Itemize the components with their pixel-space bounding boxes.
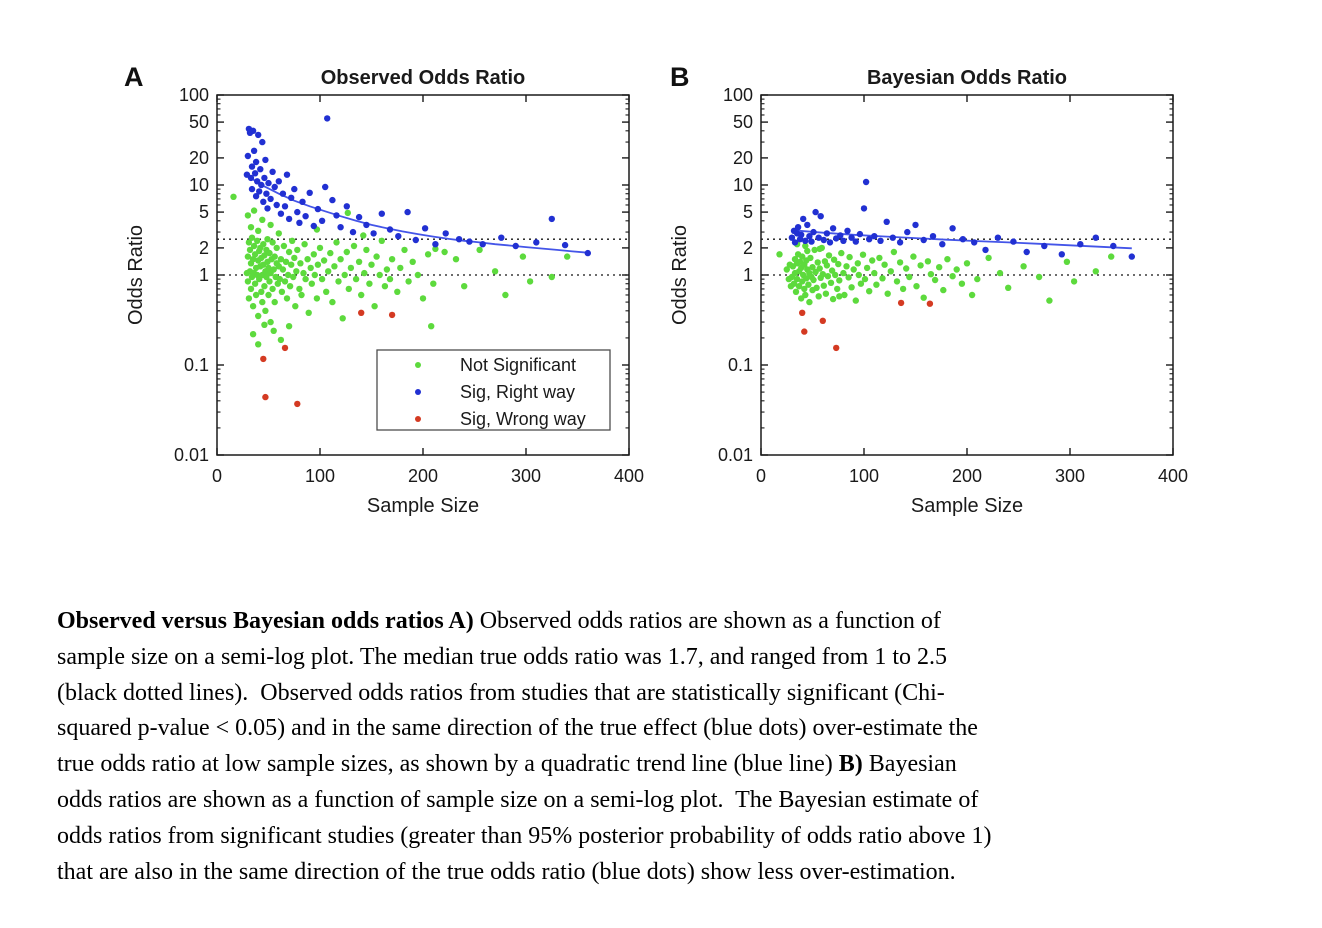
svg-text:300: 300 xyxy=(510,466,542,486)
x-axis-label: Sample Size xyxy=(366,495,480,517)
svg-text:400: 400 xyxy=(613,466,645,486)
svg-text:20: 20 xyxy=(732,147,753,168)
svg-text:2: 2 xyxy=(742,237,753,258)
chart-title: Bayesian Odds Ratio xyxy=(866,67,1068,89)
caption-text: (black dotted lines). Observed odds ratios from studies that are statistically significant (Chi- xyxy=(57,679,945,706)
svg-text:100: 100 xyxy=(304,466,336,486)
caption-line xyxy=(57,711,1297,747)
caption-line xyxy=(57,783,1297,819)
caption-text: that are also in the same direction of the true odds ratio (blue dots) show less over-estimation. xyxy=(57,858,956,885)
x-axis-label: Sample Size xyxy=(910,495,1024,517)
x-axis xyxy=(756,95,1188,486)
caption-text: odds ratios are shown as a function of sample size on a semi-log plot. The Bayesian estimate of xyxy=(57,786,979,813)
svg-text:0.01: 0.01 xyxy=(717,445,753,465)
svg-text:100: 100 xyxy=(722,85,753,105)
svg-text:0.1: 0.1 xyxy=(727,355,753,375)
y-axis-label: Odds Ratio xyxy=(125,224,147,326)
svg-text:10: 10 xyxy=(188,175,209,195)
legend xyxy=(377,350,610,430)
svg-text:20: 20 xyxy=(188,147,209,168)
legend-marker-sig-wrong-way xyxy=(415,416,421,422)
svg-text:0.01: 0.01 xyxy=(173,445,209,465)
series-not-significant xyxy=(776,241,1114,305)
svg-text:0: 0 xyxy=(755,466,767,486)
panel-a-chart xyxy=(80,60,680,535)
series-sig-right-way xyxy=(789,179,1135,260)
legend-label: Sig, Right way xyxy=(460,382,576,402)
svg-text:400: 400 xyxy=(1157,466,1189,486)
figure-caption xyxy=(57,604,1297,890)
caption-text: Bayesian xyxy=(862,751,957,778)
caption-bold-text: Observed versus Bayesian odds ratios A) xyxy=(57,608,474,634)
svg-text:100: 100 xyxy=(178,85,209,105)
panel-b-chart xyxy=(624,60,1224,535)
legend-label: Sig, Wrong way xyxy=(460,409,586,429)
svg-text:5: 5 xyxy=(198,202,209,223)
caption-text: sample size on a semi-log plot. The median true odds ratio was 1.7, and ranged from 1 to 2.5 xyxy=(57,643,948,670)
legend-label: Not Significant xyxy=(460,355,577,375)
series-sig-wrong-way xyxy=(260,310,395,407)
caption-text: true odds ratio at low sample sizes, as shown by a quadratic trend line (blue line) xyxy=(57,751,839,778)
svg-text:100: 100 xyxy=(848,466,880,486)
caption-line xyxy=(57,676,1297,712)
svg-text:200: 200 xyxy=(407,466,439,486)
caption-text: Observed odds ratios are shown as a function of xyxy=(473,608,941,634)
svg-text:1: 1 xyxy=(198,265,209,285)
caption-line xyxy=(57,855,1297,891)
panel-b-label: B xyxy=(670,62,690,92)
caption-line xyxy=(57,640,1297,676)
svg-text:50: 50 xyxy=(732,112,753,133)
svg-text:2: 2 xyxy=(198,237,209,258)
caption-bold-text: B) xyxy=(838,751,863,778)
legend-marker-sig-right-way xyxy=(415,389,421,395)
series-sig-wrong-way xyxy=(799,300,933,351)
svg-text:10: 10 xyxy=(732,175,753,195)
svg-text:5: 5 xyxy=(742,202,753,223)
panel-a-label: A xyxy=(124,62,144,92)
svg-text:50: 50 xyxy=(188,112,209,133)
svg-text:0: 0 xyxy=(211,466,223,486)
svg-text:300: 300 xyxy=(1054,466,1086,486)
caption-line xyxy=(57,747,1297,783)
caption-text: odds ratios from significant studies (greater than 95% posterior probability of odds ratio above 1) xyxy=(57,822,992,849)
caption-text: squared p-value < 0.05) and in the same direction of the true effect (blue dots) over-estimate the xyxy=(57,715,978,742)
svg-text:200: 200 xyxy=(951,466,983,486)
series-sig-right-way xyxy=(244,115,591,256)
chart-title: Observed Odds Ratio xyxy=(320,67,526,89)
y-axis-label: Odds Ratio xyxy=(669,224,691,326)
caption-line xyxy=(57,819,1297,855)
svg-text:1: 1 xyxy=(742,265,753,285)
svg-text:0.1: 0.1 xyxy=(183,355,209,375)
legend-marker-not-significant xyxy=(415,362,421,368)
caption-line xyxy=(57,604,1297,640)
